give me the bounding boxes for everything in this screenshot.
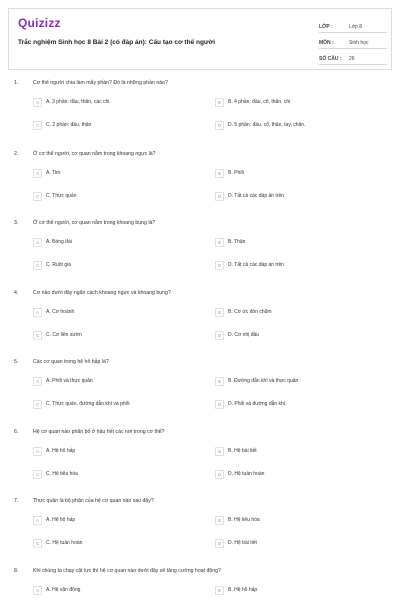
option-c[interactable] — [33, 469, 183, 479]
option-label: B. 4 phần: đầu, cổ, thân, chi — [228, 99, 291, 105]
option-label: B. Cơ ức đòn chũm — [228, 309, 272, 315]
option-a[interactable] — [33, 168, 183, 178]
option-a[interactable] — [33, 307, 183, 317]
question-text — [14, 359, 109, 365]
option-label: A. Cơ hoành — [46, 309, 75, 315]
option-label: C. Hệ tuần hoàn — [46, 540, 83, 546]
question-text — [14, 80, 168, 86]
question-prompt: Cơ nào dưới đây ngăn cách khoang ngực và khoang bụng? — [33, 290, 171, 296]
question-number: 4. — [14, 290, 19, 296]
option-c[interactable] — [33, 399, 183, 409]
option-letter-box: A — [33, 98, 42, 107]
option-label: C. 2 phần: đầu, thân — [46, 122, 92, 128]
option-b[interactable] — [215, 446, 365, 456]
question-text — [14, 568, 221, 574]
option-d[interactable] — [215, 260, 365, 270]
option-letter-box: C — [33, 331, 42, 340]
meta-row-count — [319, 49, 387, 65]
option-letter-box: B — [215, 447, 224, 456]
meta-key: SỐ CÂU : — [319, 56, 342, 62]
option-d[interactable] — [215, 330, 365, 340]
question-number: 2. — [14, 151, 19, 157]
option-label: B. Hệ bài tiết — [228, 448, 257, 454]
quiz-header — [8, 8, 392, 70]
option-b[interactable] — [215, 97, 365, 107]
option-label: C. Ruột già — [46, 262, 72, 268]
option-d[interactable] — [215, 191, 365, 201]
option-letter-box: B — [215, 98, 224, 107]
option-b[interactable] — [215, 376, 365, 386]
option-label: B. Hệ hô hấp — [228, 587, 258, 593]
option-a[interactable] — [33, 97, 183, 107]
option-d[interactable] — [215, 538, 365, 548]
option-label: B. Thận — [228, 239, 246, 245]
option-label: C. Thực quản — [46, 193, 77, 199]
option-label: D. Tất cả các đáp án trên — [228, 262, 285, 268]
option-letter-box: A — [33, 586, 42, 595]
option-letter-box: B — [215, 169, 224, 178]
option-letter-box: D — [215, 121, 224, 130]
question-number: 5. — [14, 359, 19, 365]
meta-key: MÔN : — [319, 40, 334, 46]
option-letter-box: A — [33, 377, 42, 386]
option-letter-box: B — [215, 377, 224, 386]
option-a[interactable] — [33, 515, 183, 525]
option-letter-box: A — [33, 447, 42, 456]
option-label: A. Tim — [46, 170, 61, 176]
option-label: D. Cơ nhị đầu — [228, 332, 260, 338]
option-d[interactable] — [215, 469, 365, 479]
option-letter-box: C — [33, 192, 42, 201]
option-letter-box: D — [215, 400, 224, 409]
option-c[interactable] — [33, 120, 183, 130]
meta-key: LỚP : — [319, 24, 333, 30]
option-label: A. Hệ vận động — [46, 587, 81, 593]
option-label: C. Cơ liên sườn — [46, 332, 82, 338]
meta-row-class — [319, 17, 387, 33]
question-prompt: Cơ thể người chia làm mấy phần? Đó là những phần nào? — [33, 80, 168, 86]
option-label: B. Hệ tiêu hóa — [228, 517, 260, 523]
question-prompt: Ở cơ thể người, cơ quan nằm trong khoang ngực là? — [33, 151, 156, 157]
question-number: 1. — [14, 80, 19, 86]
option-letter-box: B — [215, 238, 224, 247]
question-prompt: Ở cơ thể người, cơ quan nằm trong khoang bụng là? — [33, 220, 156, 226]
option-c[interactable] — [33, 330, 183, 340]
question-text — [14, 290, 171, 296]
question-text — [14, 151, 156, 157]
option-letter-box: C — [33, 470, 42, 479]
option-letter-box: D — [215, 261, 224, 270]
option-label: A. 3 phần: đầu, thân, các chi. — [46, 99, 111, 105]
option-label: A. Hệ hô hấp — [46, 517, 76, 523]
option-b[interactable] — [215, 585, 365, 595]
meta-row-subject — [319, 33, 387, 49]
option-letter-box: D — [215, 539, 224, 548]
option-c[interactable] — [33, 538, 183, 548]
option-label: D. 5 phần: đầu, cổ, thân, tay, chân. — [228, 122, 306, 128]
question-number: 6. — [14, 429, 19, 435]
option-a[interactable] — [33, 376, 183, 386]
option-letter-box: B — [215, 516, 224, 525]
option-b[interactable] — [215, 168, 365, 178]
option-label: D. Hệ bài tiết — [228, 540, 257, 546]
option-letter-box: D — [215, 331, 224, 340]
question-prompt: Thực quản là bộ phận của hệ cơ quan nào sau đây? — [33, 498, 154, 504]
option-label: B. Đường dẫn khí và thực quản — [228, 378, 299, 384]
option-label: D. Hệ tuần hoàn — [228, 471, 265, 477]
option-label: D. Phổi và đường dẫn khí. — [228, 401, 287, 407]
option-letter-box: A — [33, 169, 42, 178]
meta-value: Sinh học — [349, 40, 369, 46]
option-label: C. Thực quản, đường dẫn khí và phổi — [46, 401, 130, 407]
option-a[interactable] — [33, 585, 183, 595]
meta-value: 26 — [349, 56, 355, 62]
option-letter-box: D — [215, 470, 224, 479]
question-prompt: Khi chúng ta chạy cật lực thì hệ cơ quan nào dưới đây sẽ tăng cường hoạt động? — [33, 568, 221, 574]
option-label: C. Hệ tiêu hóa — [46, 471, 78, 477]
question-prompt: Các cơ quan trong hệ hô hấp là? — [33, 359, 109, 365]
option-label: A. Hệ hô hấp — [46, 448, 76, 454]
option-label: A. Phổi và thực quản — [46, 378, 93, 384]
meta-value: Lớp 8 — [349, 24, 363, 30]
option-letter-box: C — [33, 261, 42, 270]
option-letter-box: B — [215, 308, 224, 317]
option-d[interactable] — [215, 399, 365, 409]
quiz-title: Trắc nghiệm Sinh học 8 Bài 2 (có đáp án): Cấu tạo cơ thể người — [18, 39, 216, 46]
option-label: D. Tất cả các đáp án trên — [228, 193, 285, 199]
option-letter-box: C — [33, 121, 42, 130]
option-letter-box: C — [33, 539, 42, 548]
option-label: A. Bóng đái — [46, 239, 72, 245]
option-a[interactable] — [33, 237, 183, 247]
option-a[interactable] — [33, 446, 183, 456]
quizizz-logo[interactable]: Quizizz — [18, 16, 61, 30]
question-prompt: Hệ cơ quan nào phân bố ở hầu hết các nơi trong cơ thể? — [33, 429, 165, 435]
option-c[interactable] — [33, 191, 183, 201]
option-label: B. Phổi — [228, 170, 245, 176]
option-d[interactable] — [215, 120, 365, 130]
option-letter-box: A — [33, 516, 42, 525]
quiz-meta — [319, 17, 387, 65]
option-b[interactable] — [215, 515, 365, 525]
question-text — [14, 429, 165, 435]
option-letter-box: D — [215, 192, 224, 201]
option-letter-box: B — [215, 586, 224, 595]
question-text — [14, 498, 154, 504]
option-letter-box: A — [33, 308, 42, 317]
option-b[interactable] — [215, 307, 365, 317]
question-number: 8. — [14, 568, 19, 574]
option-b[interactable] — [215, 237, 365, 247]
option-letter-box: C — [33, 400, 42, 409]
question-number: 7. — [14, 498, 19, 504]
option-letter-box: A — [33, 238, 42, 247]
question-text — [14, 220, 155, 226]
question-number: 3. — [14, 220, 19, 226]
option-c[interactable] — [33, 260, 183, 270]
